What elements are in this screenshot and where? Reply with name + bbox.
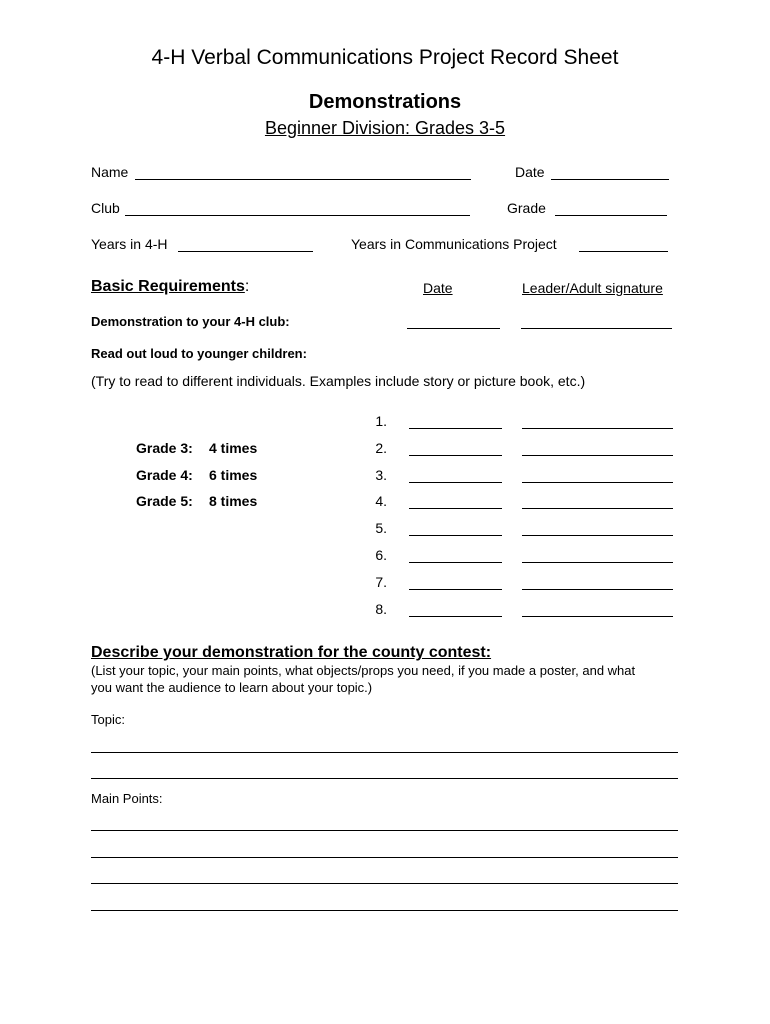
main-points-label: Main Points: bbox=[91, 791, 163, 806]
name-field[interactable] bbox=[135, 179, 471, 180]
requirements-heading-colon: : bbox=[244, 278, 250, 295]
read-signature-field[interactable] bbox=[522, 589, 673, 590]
page-title: 4-H Verbal Communications Project Record Sheet bbox=[151, 46, 619, 69]
read-date-field[interactable] bbox=[409, 508, 502, 509]
grade-5-label: Grade 5: bbox=[136, 493, 193, 509]
read-date-field[interactable] bbox=[409, 535, 502, 536]
demo-club-signature-field[interactable] bbox=[521, 328, 672, 329]
years-comm-field[interactable] bbox=[579, 251, 668, 252]
row-number: 6. bbox=[375, 547, 387, 563]
row-number: 3. bbox=[375, 467, 387, 483]
read-aloud-label: Read out loud to younger children: bbox=[91, 346, 307, 361]
read-signature-field[interactable] bbox=[522, 455, 673, 456]
row-number: 4. bbox=[375, 493, 387, 509]
grade-5-times: 8 times bbox=[209, 493, 258, 509]
grade-label: Grade bbox=[507, 200, 546, 216]
row-number: 5. bbox=[375, 520, 387, 536]
contest-note-line1: (List your topic, your main points, what objects/props you need, if you made a poster, and what bbox=[91, 663, 636, 678]
read-date-field[interactable] bbox=[409, 455, 502, 456]
grade-3-times: 4 times bbox=[209, 440, 258, 456]
division-label: Beginner Division: Grades 3-5 bbox=[264, 118, 506, 138]
read-signature-field[interactable] bbox=[522, 482, 673, 483]
topic-line[interactable] bbox=[91, 778, 678, 779]
main-points-line[interactable] bbox=[91, 857, 678, 858]
read-date-field[interactable] bbox=[409, 428, 502, 429]
section-subtitle: Demonstrations bbox=[308, 91, 462, 113]
contest-heading: Describe your demonstration for the county contest: bbox=[91, 644, 492, 661]
grade-4-label: Grade 4: bbox=[136, 467, 193, 483]
read-aloud-note: (Try to read to different individuals. Examples include story or picture book, etc.) bbox=[91, 373, 586, 389]
main-points-line[interactable] bbox=[91, 883, 678, 884]
requirements-heading-text: Basic Requirements bbox=[91, 278, 245, 295]
topic-label: Topic: bbox=[91, 712, 125, 727]
demo-club-date-field[interactable] bbox=[407, 328, 500, 329]
club-field[interactable] bbox=[125, 215, 470, 216]
main-points-line[interactable] bbox=[91, 830, 678, 831]
read-signature-field[interactable] bbox=[522, 535, 673, 536]
topic-line[interactable] bbox=[91, 752, 678, 753]
name-label: Name bbox=[91, 164, 129, 180]
read-signature-field[interactable] bbox=[522, 428, 673, 429]
read-signature-field[interactable] bbox=[522, 562, 673, 563]
column-date-header: Date bbox=[423, 280, 453, 296]
demo-club-label: Demonstration to your 4-H club: bbox=[91, 314, 290, 329]
years-4h-field[interactable] bbox=[178, 251, 313, 252]
read-signature-field[interactable] bbox=[522, 616, 673, 617]
column-signature-header: Leader/Adult signature bbox=[522, 280, 663, 296]
grade-3-label: Grade 3: bbox=[136, 440, 193, 456]
row-number: 7. bbox=[375, 574, 387, 590]
years-4h-label: Years in 4-H bbox=[91, 236, 168, 252]
club-label: Club bbox=[91, 200, 120, 216]
grade-field[interactable] bbox=[555, 215, 667, 216]
contest-note-line2: you want the audience to learn about your topic.) bbox=[91, 680, 373, 695]
read-date-field[interactable] bbox=[409, 589, 502, 590]
grade-4-times: 6 times bbox=[209, 467, 258, 483]
row-number: 1. bbox=[375, 413, 387, 429]
years-comm-label: Years in Communications Project bbox=[351, 236, 557, 252]
date-label: Date bbox=[515, 164, 545, 180]
requirements-heading bbox=[91, 278, 249, 296]
read-signature-field[interactable] bbox=[522, 508, 673, 509]
row-number: 2. bbox=[375, 440, 387, 456]
read-date-field[interactable] bbox=[409, 482, 502, 483]
read-date-field[interactable] bbox=[409, 616, 502, 617]
read-date-field[interactable] bbox=[409, 562, 502, 563]
row-number: 8. bbox=[375, 601, 387, 617]
main-points-line[interactable] bbox=[91, 910, 678, 911]
date-field[interactable] bbox=[551, 179, 669, 180]
